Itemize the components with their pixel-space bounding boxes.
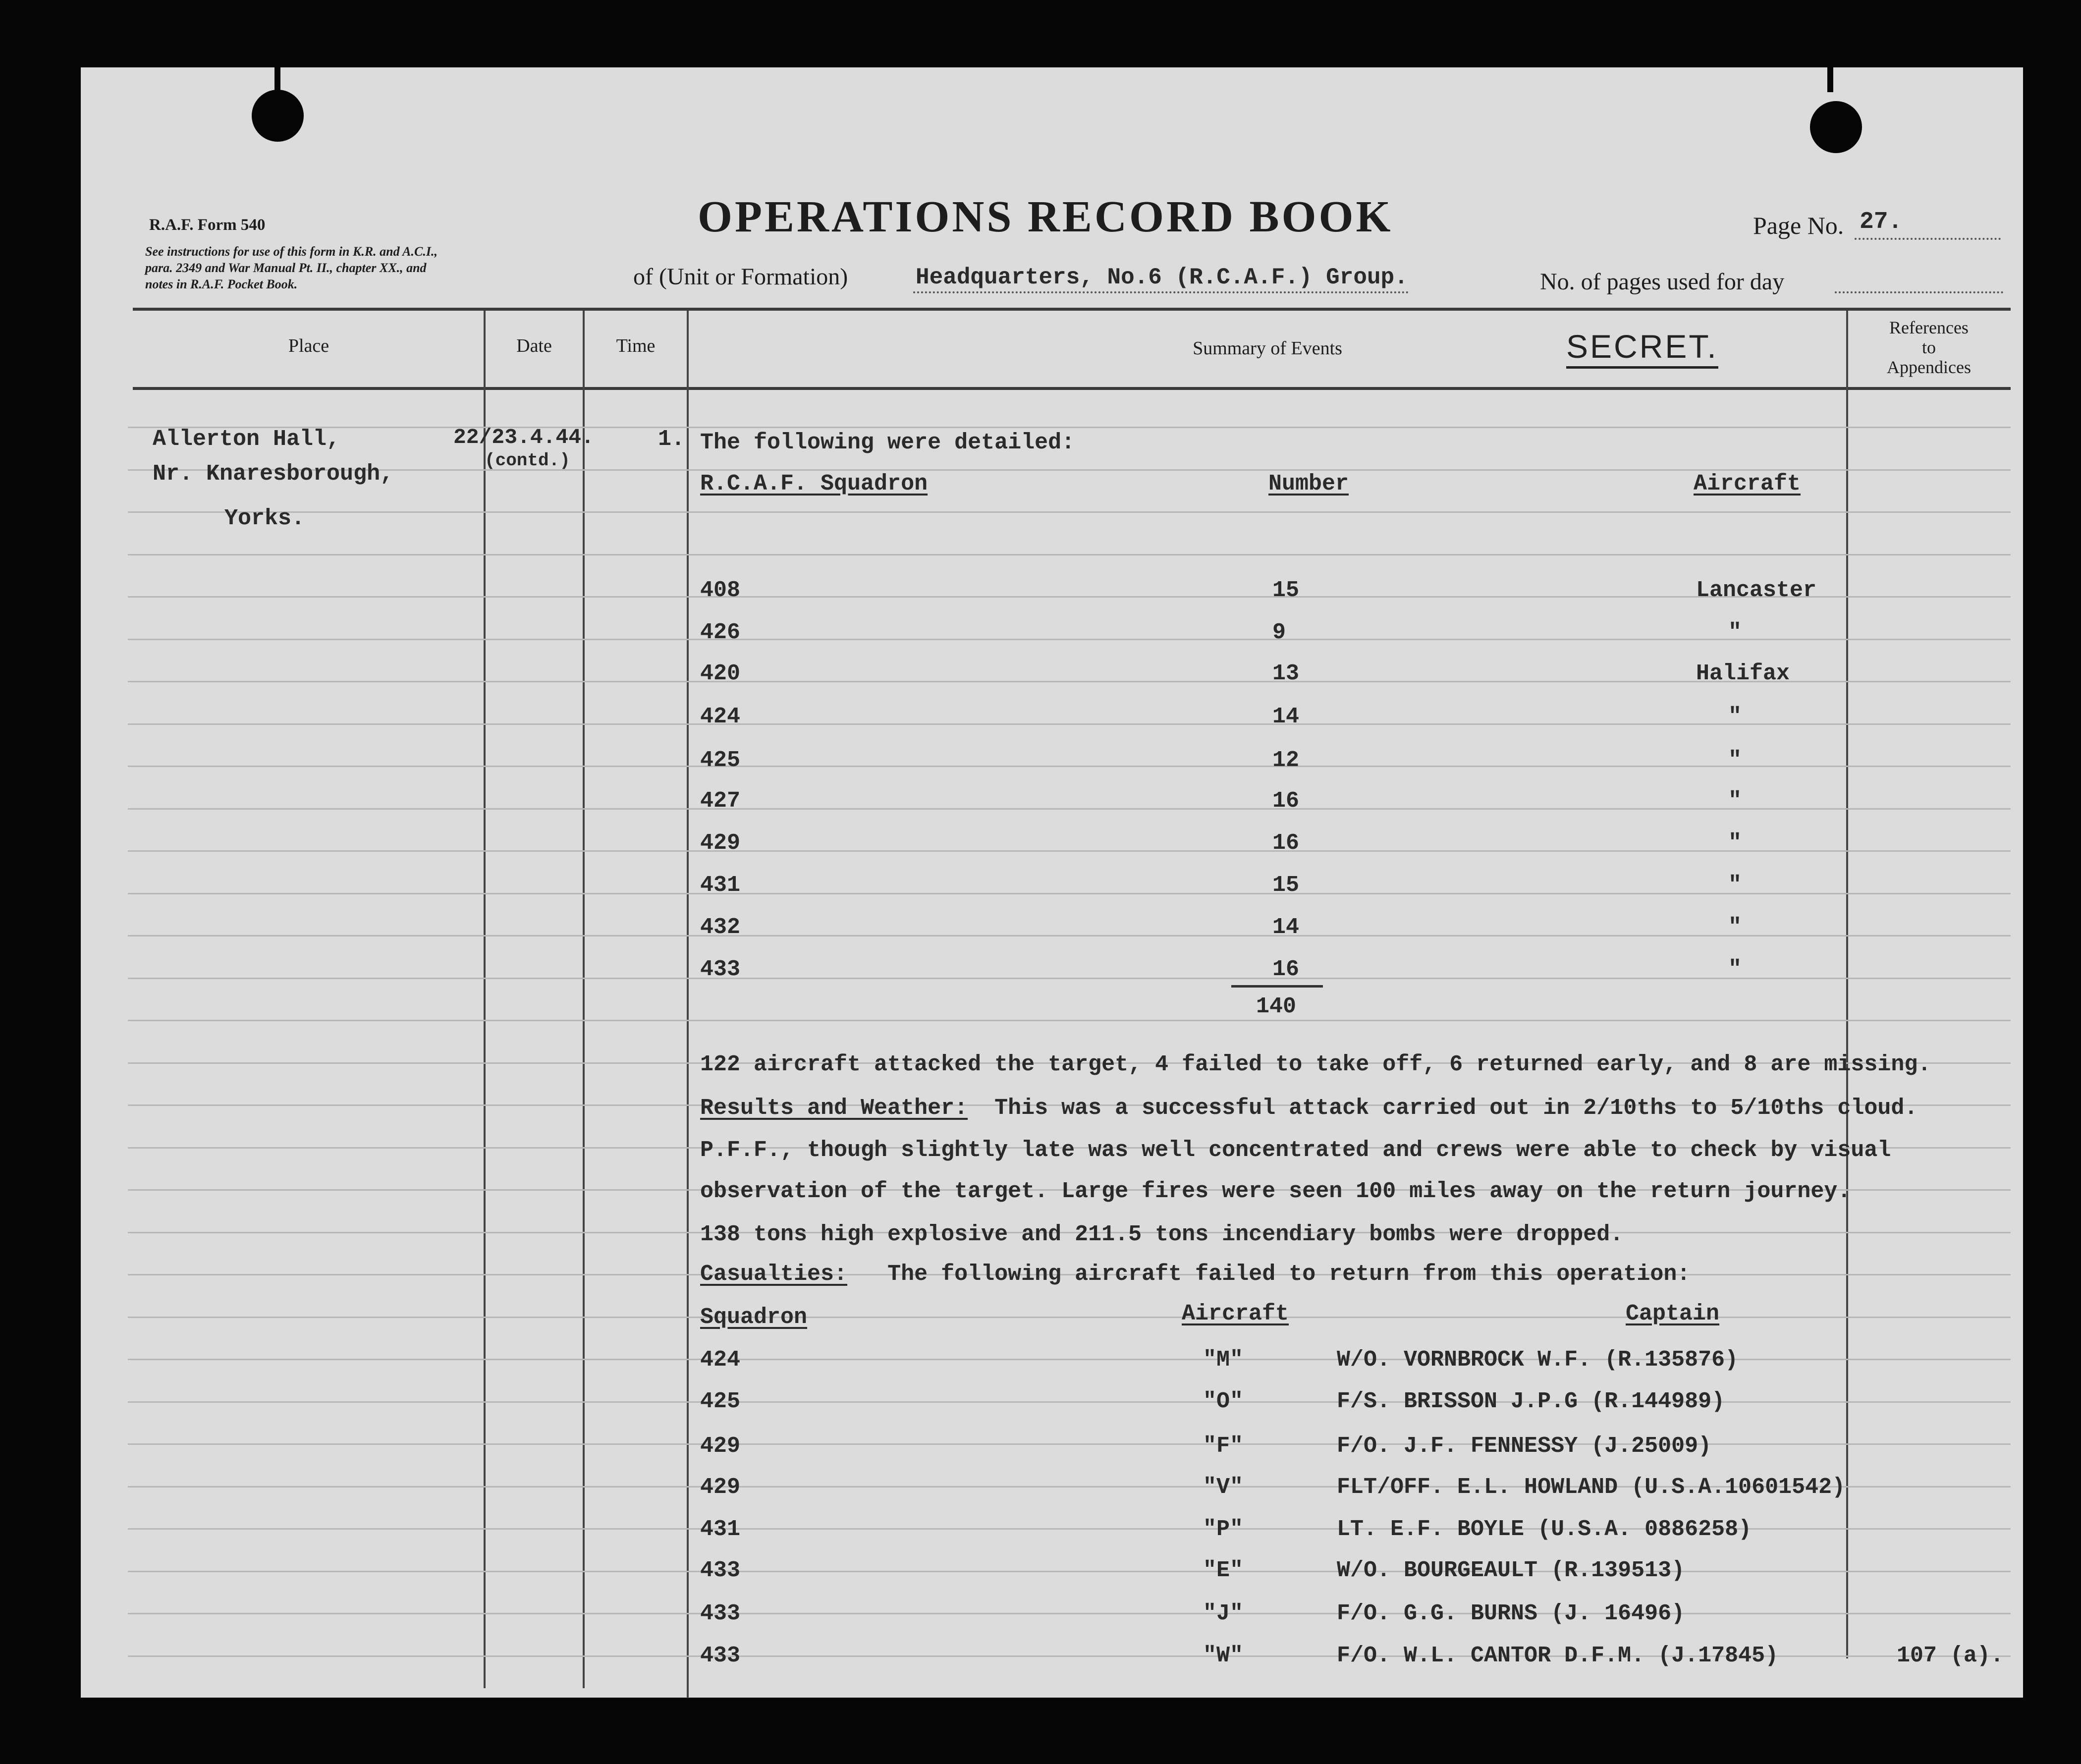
ruled-line — [128, 1317, 2011, 1318]
column-rule-time — [687, 311, 689, 1698]
column-header-references — [1847, 318, 2011, 377]
entry-date: 22/23.4.44. — [453, 425, 594, 449]
detail-squadron: 432 — [700, 915, 741, 940]
column-rule-summary — [1846, 311, 1848, 1658]
form-id: R.A.F. Form 540 — [149, 216, 266, 234]
detail-aircraft: " — [1728, 704, 1742, 729]
detail-squadron: 427 — [700, 788, 741, 814]
binder-hole-right — [1810, 101, 1862, 153]
detail-aircraft: " — [1728, 748, 1742, 773]
ruled-line — [128, 554, 2011, 555]
casualty-squadron: 433 — [700, 1558, 741, 1583]
results-weather-text: This was a successful attack carried out in 2/10ths to 5/10ths cloud. — [994, 1096, 1918, 1121]
casualty-aircraft: "P" — [1203, 1517, 1244, 1542]
detail-aircraft: " — [1728, 830, 1742, 856]
page-title: OPERATIONS RECORD BOOK — [698, 192, 1393, 241]
detail-header-squadron: R.C.A.F. Squadron — [700, 471, 928, 496]
casualty-squadron: 424 — [700, 1347, 741, 1373]
casualty-captain: F/S. BRISSON J.P.G (R.144989) — [1337, 1389, 1725, 1414]
ruled-line — [128, 1571, 2011, 1572]
ruled-line — [128, 427, 2011, 428]
binder-slit-right — [1827, 62, 1833, 92]
narrative-line — [700, 1096, 1917, 1121]
detail-squadron: 425 — [700, 748, 741, 773]
detail-aircraft: " — [1728, 915, 1742, 940]
detail-number: 13 — [1272, 661, 1300, 686]
unit-value: Headquarters, No.6 (R.C.A.F.) Group. — [916, 265, 1408, 290]
casualty-aircraft: "M" — [1203, 1347, 1244, 1373]
casualties-label: Casualties: — [700, 1262, 848, 1287]
casualty-header-aircraft: Aircraft — [1182, 1301, 1289, 1326]
detail-aircraft: Halifax — [1696, 661, 1790, 686]
detail-number: 15 — [1272, 873, 1300, 898]
references-line: Appendices — [1887, 357, 1971, 377]
casualty-squadron: 431 — [700, 1517, 741, 1542]
casualty-squadron: 433 — [700, 1643, 741, 1668]
secret-stamp: SECRET. — [1566, 328, 1718, 369]
detail-squadron: 408 — [700, 578, 741, 603]
page-number-label: Page No. — [1753, 212, 1844, 239]
entry-time: 1. — [658, 427, 685, 452]
casualty-aircraft: "J" — [1203, 1601, 1244, 1626]
narrative-line: 122 aircraft attacked the target, 4 failed to take off, 6 returned early, and 8 are missing. — [700, 1052, 1931, 1077]
detail-header-number: Number — [1268, 471, 1349, 496]
detail-squadron: 431 — [700, 873, 741, 898]
detail-aircraft: " — [1728, 788, 1742, 814]
casualty-captain: F/O. W.L. CANTOR D.F.M. (J.17845) — [1337, 1643, 1779, 1668]
detail-number: 14 — [1272, 704, 1300, 729]
ruled-line — [128, 1613, 2011, 1614]
casualty-captain: LT. E.F. BOYLE (U.S.A. 0886258) — [1337, 1517, 1752, 1542]
detail-squadron: 424 — [700, 704, 741, 729]
casualty-aircraft: "F" — [1203, 1433, 1244, 1459]
casualty-squadron: 429 — [700, 1475, 741, 1500]
casualty-captain: W/O. BOURGEAULT (R.139513) — [1337, 1558, 1685, 1583]
ruled-line — [128, 1020, 2011, 1021]
detail-aircraft: Lancaster — [1696, 578, 1817, 603]
unit-label: of (Unit or Formation) — [633, 264, 848, 290]
column-rule-date — [583, 311, 585, 1688]
header-top-rule — [133, 308, 2011, 311]
detail-aircraft: " — [1728, 620, 1742, 645]
column-header-date: Date — [516, 335, 552, 356]
casualty-captain: W/O. VORNBROCK W.F. (R.135876) — [1337, 1347, 1739, 1373]
place-line: Allerton Hall, — [153, 427, 340, 452]
detail-squadron: 426 — [700, 620, 741, 645]
pages-used-label: No. of pages used for day — [1540, 269, 1785, 295]
casualties-line — [700, 1262, 1690, 1287]
casualties-intro: The following aircraft failed to return from this operation: — [887, 1262, 1691, 1287]
casualty-reference: 107 (a). — [1897, 1643, 2004, 1668]
column-header-summary: Summary of Events — [1193, 338, 1342, 359]
detail-aircraft: " — [1728, 957, 1742, 982]
casualty-aircraft: "W" — [1203, 1643, 1244, 1668]
references-line: References — [1889, 318, 1969, 337]
detail-number: 16 — [1272, 788, 1300, 814]
ruled-line — [128, 1401, 2011, 1403]
ruled-line — [128, 469, 2011, 471]
binder-hole-left — [252, 90, 304, 142]
detail-number: 16 — [1272, 957, 1300, 982]
casualty-captain: FLT/OFF. E.L. HOWLAND (U.S.A.10601542) — [1337, 1475, 1846, 1500]
instruction-line: See instructions for use of this form in K.R. and A.C.I., — [145, 244, 438, 259]
casualty-aircraft: "E" — [1203, 1558, 1244, 1583]
total-underline — [1231, 985, 1323, 988]
column-header-place: Place — [288, 335, 329, 356]
entry-date-note: (contd.) — [485, 450, 570, 471]
casualty-header-squadron: Squadron — [700, 1305, 808, 1330]
detail-number: 16 — [1272, 830, 1300, 856]
casualty-squadron: 433 — [700, 1601, 741, 1626]
detail-number: 9 — [1272, 620, 1286, 645]
references-line: to — [1921, 337, 1936, 357]
narrative-line: 138 tons high explosive and 211.5 tons incendiary bombs were dropped. — [700, 1222, 1624, 1247]
record-sheet — [81, 67, 2023, 1698]
detailed-intro: The following were detailed: — [700, 430, 1075, 455]
binder-slit-left — [274, 62, 280, 92]
header-bottom-rule — [133, 387, 2011, 390]
column-header-time: Time — [616, 335, 656, 356]
casualty-squadron: 429 — [700, 1433, 741, 1459]
detail-number: 14 — [1272, 915, 1300, 940]
detail-squadron: 433 — [700, 957, 741, 982]
column-rule-place — [484, 311, 486, 1688]
unit-dotted-line — [913, 291, 1409, 293]
instruction-line: notes in R.A.F. Pocket Book. — [145, 277, 298, 291]
results-weather-label: Results and Weather: — [700, 1096, 968, 1121]
casualty-aircraft: "O" — [1203, 1389, 1244, 1414]
page-number-value: 27. — [1860, 209, 1903, 235]
casualty-squadron: 425 — [700, 1389, 741, 1414]
casualty-captain: F/O. J.F. FENNESSY (J.25009) — [1337, 1433, 1712, 1459]
detail-squadron: 420 — [700, 661, 741, 686]
detail-aircraft: " — [1728, 873, 1742, 898]
page-number-dotted-line — [1855, 238, 2001, 240]
place-line: Nr. Knaresborough, — [153, 461, 394, 487]
place-line: Yorks. — [224, 506, 305, 531]
detail-squadron: 429 — [700, 830, 741, 856]
narrative-line: observation of the target. Large fires were seen 100 miles away on the return journey. — [700, 1179, 1851, 1204]
pages-used-dotted-line — [1835, 291, 2003, 293]
instruction-line: para. 2349 and War Manual Pt. II., chapter XX., and — [145, 261, 427, 275]
ruled-line — [128, 1443, 2011, 1445]
detail-header-aircraft: Aircraft — [1694, 471, 1801, 496]
ruled-line — [128, 511, 2011, 513]
detailed-total: 140 — [1256, 994, 1297, 1019]
detail-number: 15 — [1272, 578, 1300, 603]
form-instructions — [145, 243, 438, 292]
casualty-captain: F/O. G.G. BURNS (J. 16496) — [1337, 1601, 1685, 1626]
casualty-aircraft: "V" — [1203, 1475, 1244, 1500]
detail-number: 12 — [1272, 748, 1300, 773]
narrative-line: P.F.F., though slightly late was well concentrated and crews were able to check by visual — [700, 1138, 1891, 1163]
casualty-header-captain: Captain — [1626, 1301, 1720, 1326]
